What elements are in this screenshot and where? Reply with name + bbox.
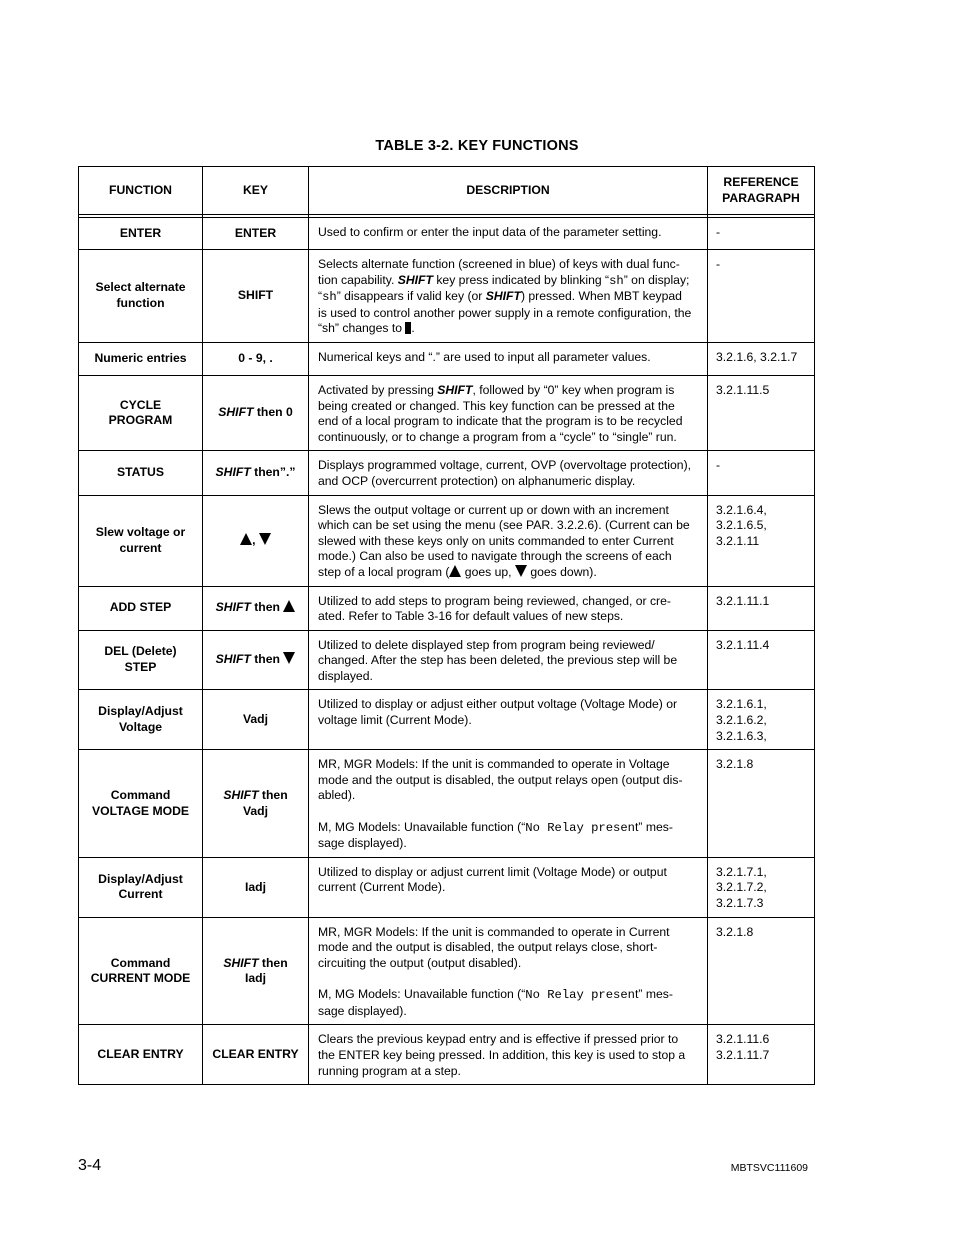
table-row-clear-entry: CLEAR ENTRY CLEAR ENTRY Clears the previous keypad entry and is effective if pressed prior to the ENTER key being pressed. In addition, this key is used to stop a running program at a step. 3.2.1.11.6 3.2.1.11.7	[79, 1025, 815, 1085]
triangle-down-icon	[259, 533, 271, 545]
triangle-up-icon	[240, 533, 252, 545]
key-functions-table	[78, 166, 815, 1085]
header-reference: REFERENCE PARAGRAPH	[708, 167, 815, 215]
table-title: TABLE 3-2. KEY FUNCTIONS	[375, 138, 579, 154]
table-row-command-voltage: Command VOLTAGE MODE SHIFT then Vadj MR, MGR Models: If the unit is commanded to operate in Voltage mode and the output is disabled, the output relays open (output dis- abled). M, MG Models: Unavailable function (“No Relay present” mes- sage displayed). 3.2.1.8	[79, 750, 815, 858]
triangle-up-icon	[449, 565, 461, 577]
triangle-down-icon	[283, 652, 295, 664]
table-row-command-current: Command CURRENT MODE SHIFT then Iadj MR, MGR Models: If the unit is commanded to operate in Current mode and the output is disabled, the output relays close, short- circuiting the output (output disabled). M, MG Models: Unavailable function (“No Relay present” mes- sage displayed). 3.2.1.8	[79, 917, 815, 1025]
header-description: DESCRIPTION	[309, 167, 708, 215]
table-row-slew: Slew voltage or current , Slews the output voltage or current up or down with an increment which can be set using the menu (see PAR. 3.2.2.6). (Current can be slewed with these keys only on units commanded to enter Current mode.) Can also be used to navigate through the screens of each step of a local program ( goes up, goes down). 3.2.1.6.4, 3.2.1.6.5, 3.2.1.11	[79, 495, 815, 586]
triangle-down-icon	[515, 565, 527, 577]
table-row-iadj: Display/Adjust Current Iadj Utilized to display or adjust current limit (Voltage Mode) or output current (Current Mode). 3.2.1.7.1, 3.2.1.7.2, 3.2.1.7.3	[79, 857, 815, 917]
table-row-cycle: CYCLE PROGRAM SHIFT then 0 Activated by pressing SHIFT, followed by “0” key when program is being created or changed. This key function can be pressed at the end of a local program to indicate that the program is to be recycled continuously, or to change a program from a “cycle” to “single” run. 3.2.1.11.5	[79, 375, 815, 450]
table-row-add-step: ADD STEP SHIFT then Utilized to add steps to program being reviewed, changed, or cre- ated. Refer to Table 3-16 for default values of new steps. 3.2.1.11.1	[79, 586, 815, 630]
triangle-up-icon	[283, 600, 295, 612]
table-row-enter: ENTER ENTER Used to confirm or enter the input data of the parameter setting. -	[79, 218, 815, 250]
document-code: MBTSVC111609	[730, 1162, 808, 1174]
table-row-status: STATUS SHIFT then”.” Displays programmed voltage, current, OVP (overvoltage protection), and OCP (overcurrent protection) on alphanumeric display. -	[79, 451, 815, 495]
header-function: FUNCTION	[79, 167, 203, 215]
table-row-vadj: Display/Adjust Voltage Vadj Utilized to display or adjust either output voltage (Voltage Mode) or voltage limit (Current Mode). 3.2.1.6.1, 3.2.1.6.2, 3.2.1.6.3,	[79, 690, 815, 750]
page-number: 3-4	[78, 1157, 102, 1174]
header-key: KEY	[203, 167, 309, 215]
table-row-shift: Select alternate function SHIFT Selects alternate function (screened in blue) of keys with dual func- tion capability. SHIFT key press indicated by blinking “sh” on display; “sh” disappears if valid key (or SHIFT) pressed. When MBT keypad is used to control another power supply in a remote configuration, the “sh” changes to . -	[79, 250, 815, 343]
table-header-row	[79, 167, 815, 215]
table-row-del-step: DEL (Delete) STEP SHIFT then Utilized to delete displayed step from program being reviewed/ changed. After the step has been deleted, the previous step will be displayed. 3.2.1.11.4	[79, 630, 815, 690]
table-row-numeric: Numeric entries 0 - 9, . Numerical keys and “.” are used to input all parameter values. 3.2.1.6, 3.2.1.7	[79, 342, 815, 375]
